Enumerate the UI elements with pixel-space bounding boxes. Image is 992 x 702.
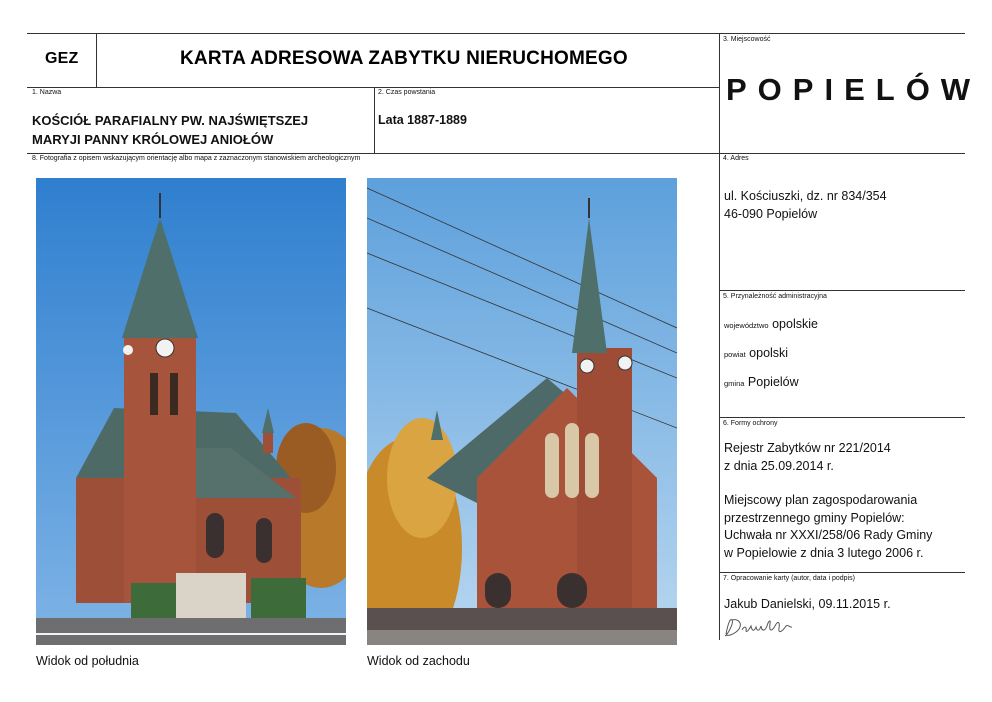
line-admin [719,290,965,291]
protection-line-2: z dnia 25.09.2014 r. [724,459,834,473]
right-column-divider [719,33,720,640]
photo-west [367,178,677,645]
photo-west-illustration [367,178,677,645]
county-value: opolski [749,346,789,360]
name-line-1: KOŚCIÓŁ PARAFIALNY PW. NAJŚWIĘTSZEJ [32,113,309,128]
photo-south [36,178,346,645]
admin-label: 5. Przynależność administracyjna [723,293,827,300]
voivodeship-value: opolskie [772,317,818,331]
caption-south: Widok od południa [36,654,139,668]
card-code: GEZ [45,50,79,67]
voivodeship-label: województwo [724,321,769,330]
place-value: POPIELÓW [726,72,982,107]
name-date-divider [374,87,375,153]
header-bottom-line [27,87,719,88]
protection-line-6: w Popielowie z dnia 3 lutego 2006 r. [724,546,924,560]
signature [722,614,800,640]
date-value: Lata 1887-1889 [378,113,467,127]
address-line-1: ul. Kościuszki, dz. nr 834/354 [724,189,887,203]
place-label: 3. Miejscowość [723,36,771,43]
date-label: 2. Czas powstania [378,89,436,96]
protection-line-3: Miejscowy plan zagospodarowania [724,493,918,507]
author-value: Jakub Danielski, 09.11.2015 r. [724,597,891,611]
section-line-photo [27,153,965,154]
line-author [719,572,965,573]
photo-south-illustration [36,178,346,645]
protection-line-5: Uchwała nr XXXI/258/06 Rady Gminy [724,528,933,542]
top-border [27,33,965,34]
line-protection [719,417,965,418]
address-line-2: 46-090 Popielów [724,207,818,221]
commune-row [724,374,799,392]
author-label: 7. Opracowanie karty (autor, data i podpis) [723,575,855,582]
commune-label: gmina [724,379,745,388]
card-title: KARTA ADRESOWA ZABYTKU NIERUCHOMEGO [180,48,628,69]
commune-value: Popielów [747,375,799,389]
address-label: 4. Adres [723,155,749,162]
name-line-2: MARYJI PANNY KRÓLOWEJ ANIOŁÓW [32,132,274,147]
name-label: 1. Nazwa [32,89,62,96]
protection-line-4: przestrzennego gminy Popielów: [724,511,905,525]
caption-west: Widok od zachodu [367,654,470,668]
protection-label: 6. Formy ochrony [723,420,778,427]
photo-label: 8. Fotografia z opisem wskazującym orientację albo mapa z zaznaczonym stanowiskiem archeologicznym [32,155,361,162]
protection-line-1: Rejestr Zabytków nr 221/2014 [724,441,891,455]
voivodeship-row [724,316,818,334]
county-label: powiat [724,350,746,359]
code-divider [96,33,97,87]
county-row [724,345,788,363]
